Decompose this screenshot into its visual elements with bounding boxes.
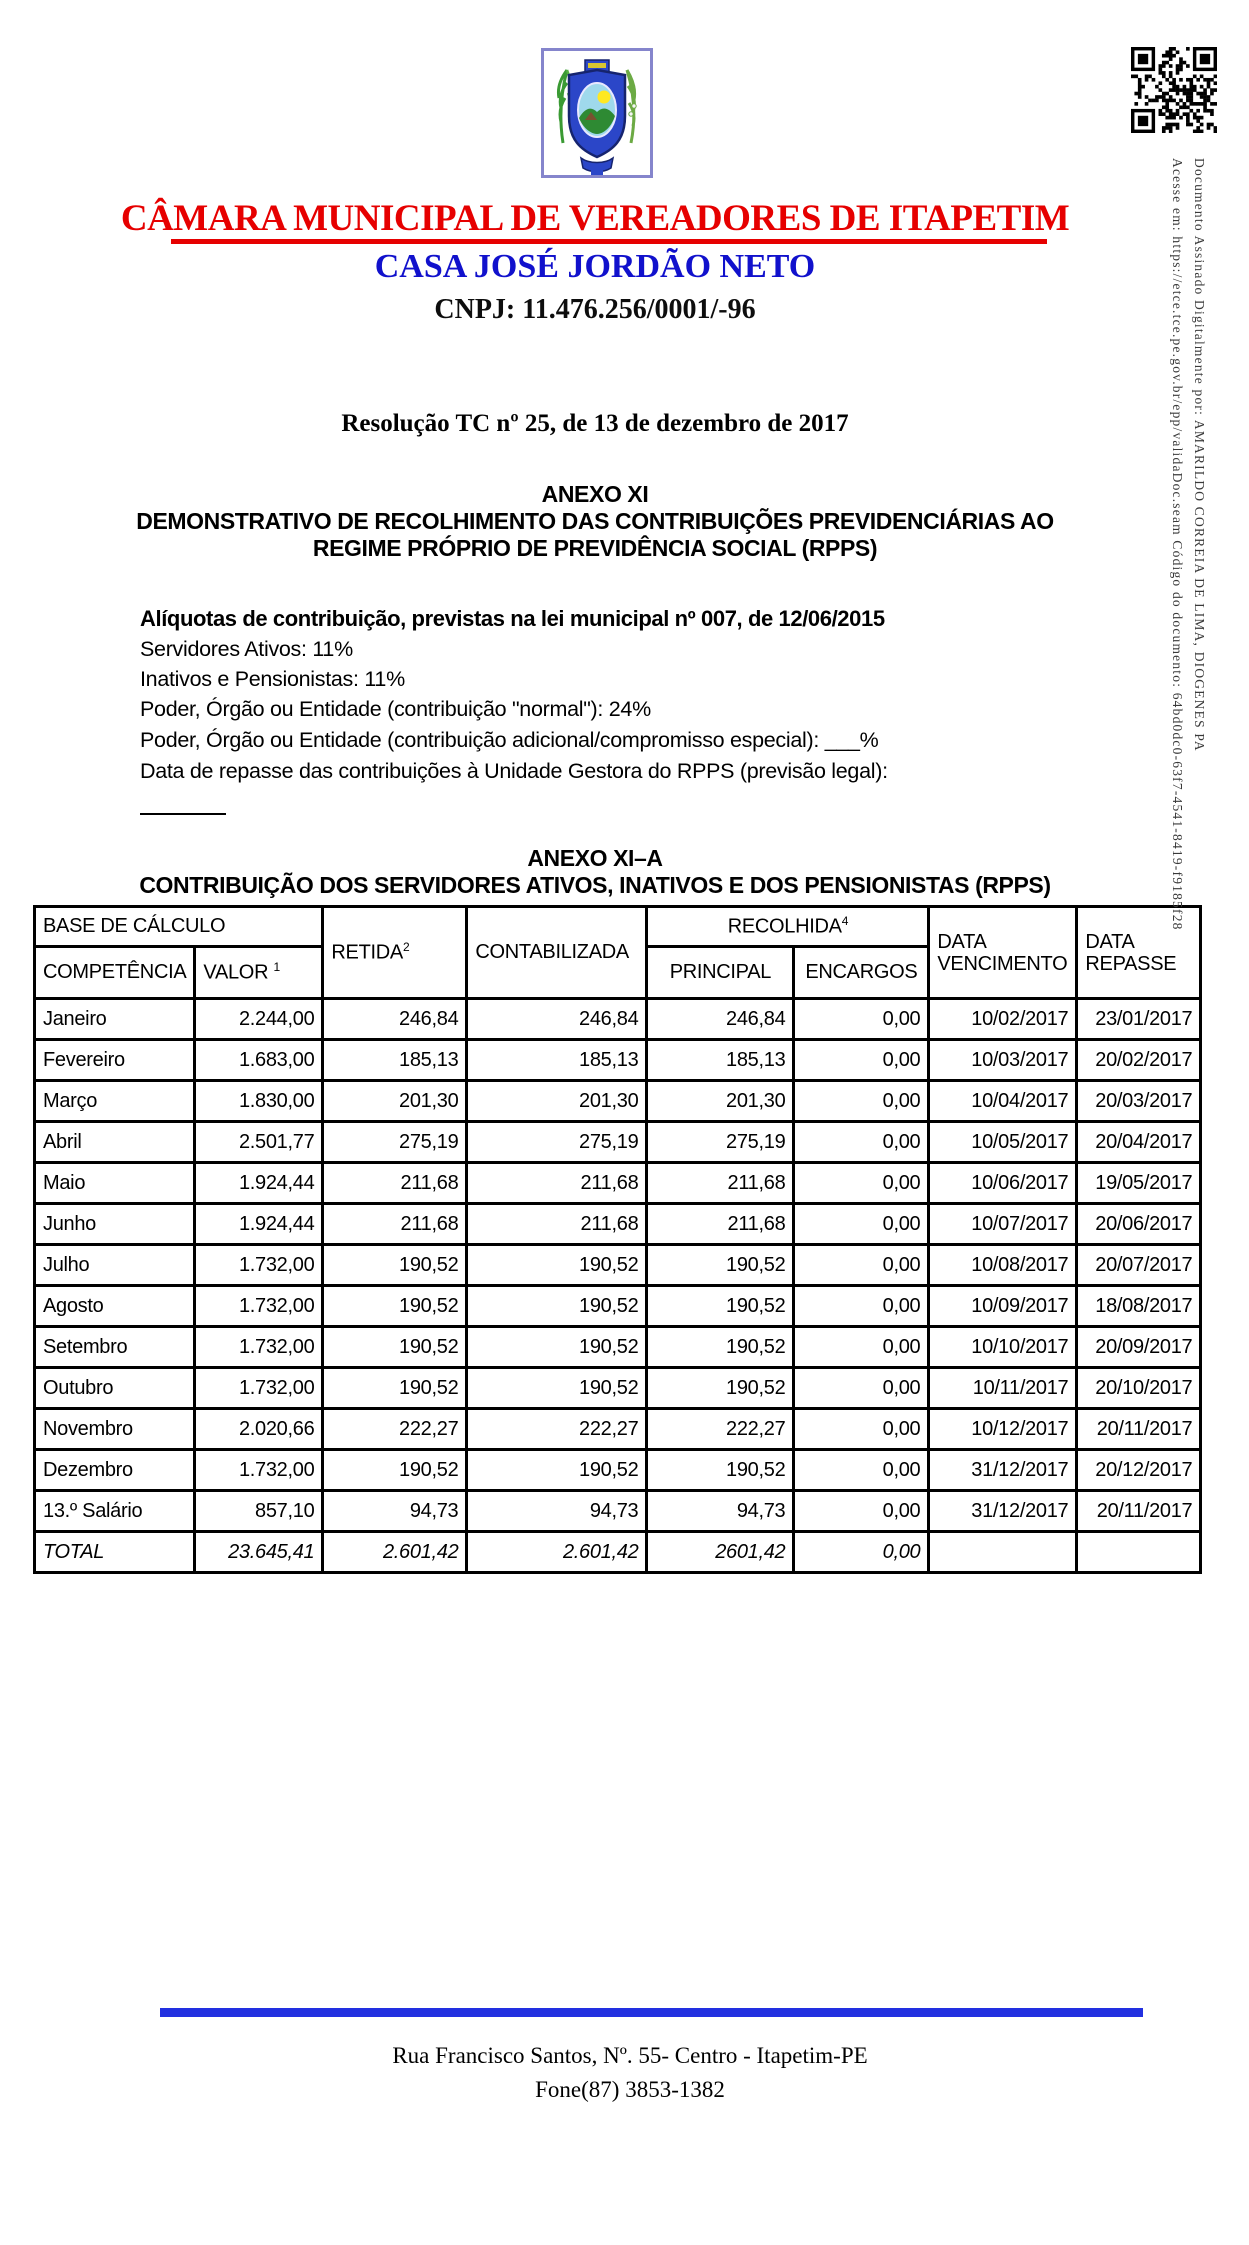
total-valor: 23.645,41 xyxy=(195,1532,323,1573)
table-cell: 201,30 xyxy=(323,1081,467,1122)
header-data-repasse: DATA REPASSE xyxy=(1077,907,1201,999)
table-row xyxy=(35,1204,1201,1245)
footer-rule xyxy=(160,2008,1143,2017)
table-row xyxy=(35,1122,1201,1163)
table-cell: 0,00 xyxy=(794,1163,929,1204)
table-cell: 10/08/2017 xyxy=(929,1245,1077,1286)
municipal-coat-of-arms xyxy=(541,48,653,178)
table-cell: 222,27 xyxy=(323,1409,467,1450)
table-cell: 10/04/2017 xyxy=(929,1081,1077,1122)
table-cell: 190,52 xyxy=(467,1368,647,1409)
aliquota-adicional: Poder, Órgão ou Entidade (contribuição adicional/compromisso especial): ___% xyxy=(140,728,879,752)
aliquotas-heading: Alíquotas de contribuição, previstas na lei municipal nº 007, de 12/06/2015 xyxy=(140,606,885,631)
table-row xyxy=(35,1409,1201,1450)
cnpj-line: CNPJ: 11.476.256/0001/-96 xyxy=(434,294,756,325)
table-cell: Outubro xyxy=(35,1368,195,1409)
table-cell: 190,52 xyxy=(647,1286,794,1327)
table-cell: 201,30 xyxy=(467,1081,647,1122)
table-cell: 20/12/2017 xyxy=(1077,1450,1201,1491)
table-cell: 190,52 xyxy=(323,1327,467,1368)
table-cell: 185,13 xyxy=(467,1040,647,1081)
table-cell: 222,27 xyxy=(467,1409,647,1450)
table-cell: 211,68 xyxy=(467,1204,647,1245)
table-cell: 13.º Salário xyxy=(35,1491,195,1532)
table-cell: Abril xyxy=(35,1122,195,1163)
table-cell: 1.732,00 xyxy=(195,1450,323,1491)
table-cell: 190,52 xyxy=(323,1286,467,1327)
table-row xyxy=(35,999,1201,1040)
table-cell: 190,52 xyxy=(323,1245,467,1286)
header-valor: VALOR $^1$ xyxy=(195,947,323,999)
aliquota-inativos: Inativos e Pensionistas: 11% xyxy=(140,667,405,691)
table-cell: 0,00 xyxy=(794,1040,929,1081)
table-cell: 211,68 xyxy=(647,1163,794,1204)
table-cell: 0,00 xyxy=(794,1081,929,1122)
table-cell: Junho xyxy=(35,1204,195,1245)
table-cell: Fevereiro xyxy=(35,1040,195,1081)
anexo-xia-subtitle: CONTRIBUIÇÃO DOS SERVIDORES ATIVOS, INATIVOS E DOS PENSIONISTAS (RPPS) xyxy=(139,872,1051,898)
table-cell: 857,10 xyxy=(195,1491,323,1532)
table-row xyxy=(35,1245,1201,1286)
table-cell: 94,73 xyxy=(647,1491,794,1532)
table-cell: 20/10/2017 xyxy=(1077,1368,1201,1409)
header-retida: RETIDA$^2$ xyxy=(323,907,467,999)
footer-address: Rua Francisco Santos, Nº. 55- Centro - Itapetim-PE xyxy=(392,2043,868,2068)
table-cell: 10/11/2017 xyxy=(929,1368,1077,1409)
table-cell: Janeiro xyxy=(35,999,195,1040)
table-cell: 0,00 xyxy=(794,1122,929,1163)
table-cell: 211,68 xyxy=(323,1204,467,1245)
table-cell: 190,52 xyxy=(647,1327,794,1368)
table-cell: 246,84 xyxy=(467,999,647,1040)
total-data-vencimento xyxy=(929,1532,1077,1573)
data-repasse-line: Data de repasse das contribuições à Unidade Gestora do RPPS (previsão legal): xyxy=(140,759,888,783)
table-cell: 10/05/2017 xyxy=(929,1122,1077,1163)
title-underline xyxy=(171,239,1047,244)
table-cell: 31/12/2017 xyxy=(929,1450,1077,1491)
table-cell: Setembro xyxy=(35,1327,195,1368)
table-cell: 190,52 xyxy=(323,1450,467,1491)
header-principal: PRINCIPAL xyxy=(647,947,794,999)
header-base-de-calculo: BASE DE CÁLCULO xyxy=(35,907,323,947)
anexo-xia-title: ANEXO XI–A xyxy=(527,845,663,871)
table-cell: 190,52 xyxy=(647,1450,794,1491)
table-cell: Novembro xyxy=(35,1409,195,1450)
table-cell: 1.732,00 xyxy=(195,1286,323,1327)
table-cell: 94,73 xyxy=(323,1491,467,1532)
table-cell: 2.501,77 xyxy=(195,1122,323,1163)
table-cell: 20/03/2017 xyxy=(1077,1081,1201,1122)
table-cell: 10/09/2017 xyxy=(929,1286,1077,1327)
table-cell: 211,68 xyxy=(647,1204,794,1245)
total-contabilizada: 2.601,42 xyxy=(467,1532,647,1573)
table-cell: 190,52 xyxy=(467,1450,647,1491)
table-cell: 275,19 xyxy=(323,1122,467,1163)
anexo-xi-line2: REGIME PRÓPRIO DE PREVIDÊNCIA SOCIAL (RPPS) xyxy=(312,535,878,561)
header-encargos: ENCARGOS xyxy=(794,947,929,999)
digital-signature-sidebar xyxy=(1166,158,1210,2218)
table-cell: 211,68 xyxy=(467,1163,647,1204)
resolution-title: Resolução TC nº 25, de 13 de dezembro de 2017 xyxy=(341,410,849,437)
table-cell: 0,00 xyxy=(794,1286,929,1327)
table-cell: 1.924,44 xyxy=(195,1163,323,1204)
table-cell: 190,52 xyxy=(467,1286,647,1327)
table-cell: 10/02/2017 xyxy=(929,999,1077,1040)
table-cell: Março xyxy=(35,1081,195,1122)
validation-line: Acesse em: https://etce.tce.pe.gov.br/epp/validaDoc.seam Código do documento: 64bd0dc0-63f7-4541-8419-f9185f28 xyxy=(1170,158,1185,931)
table-cell: 1.924,44 xyxy=(195,1204,323,1245)
anexo-xi-line1: DEMONSTRATIVO DE RECOLHIMENTO DAS CONTRIBUIÇÕES PREVIDENCIÁRIAS AO xyxy=(136,508,1054,534)
table-cell: 246,84 xyxy=(323,999,467,1040)
table-cell: 10/06/2017 xyxy=(929,1163,1077,1204)
table-cell: 10/07/2017 xyxy=(929,1204,1077,1245)
table-cell: 0,00 xyxy=(794,1327,929,1368)
table-cell: 0,00 xyxy=(794,1491,929,1532)
table-cell: 10/03/2017 xyxy=(929,1040,1077,1081)
table-cell: 275,19 xyxy=(647,1122,794,1163)
table-cell: 185,13 xyxy=(323,1040,467,1081)
total-label: TOTAL xyxy=(35,1532,195,1573)
table-cell: 0,00 xyxy=(794,1450,929,1491)
table-cell: 23/01/2017 xyxy=(1077,999,1201,1040)
table-cell: Dezembro xyxy=(35,1450,195,1491)
table-cell: 10/10/2017 xyxy=(929,1327,1077,1368)
table-cell: 190,52 xyxy=(467,1245,647,1286)
table-cell: 10/12/2017 xyxy=(929,1409,1077,1450)
qr-code xyxy=(1131,47,1217,133)
table-cell: 1.732,00 xyxy=(195,1327,323,1368)
table-cell: 0,00 xyxy=(794,1204,929,1245)
blank-fill-line xyxy=(140,813,226,815)
header-recolhida: RECOLHIDA$^4$ xyxy=(647,907,929,947)
table-cell: 1.732,00 xyxy=(195,1368,323,1409)
header-data-vencimento: DATA VENCIMENTO xyxy=(929,907,1077,999)
table-row xyxy=(35,1040,1201,1081)
header-competencia: COMPETÊNCIA xyxy=(35,947,195,999)
table-cell: 20/04/2017 xyxy=(1077,1122,1201,1163)
aliquota-servidores-ativos: Servidores Ativos: 11% xyxy=(140,637,353,661)
table-cell: 222,27 xyxy=(647,1409,794,1450)
table-cell: Julho xyxy=(35,1245,195,1286)
total-principal: 2601,42 xyxy=(647,1532,794,1573)
table-cell: 31/12/2017 xyxy=(929,1491,1077,1532)
table-cell: 0,00 xyxy=(794,1245,929,1286)
signature-line: Documento Assinado Digitalmente por: AMARILDO CORREIA DE LIMA, DIOGENES PA xyxy=(1192,158,1207,752)
table-cell: 201,30 xyxy=(647,1081,794,1122)
page-subtitle: CASA JOSÉ JORDÃO NETO xyxy=(374,248,816,285)
table-row xyxy=(35,1081,1201,1122)
table-cell: 2.020,66 xyxy=(195,1409,323,1450)
aliquota-normal: Poder, Órgão ou Entidade (contribuição "normal"): 24% xyxy=(140,697,651,721)
table-cell: 190,52 xyxy=(647,1245,794,1286)
table-cell: 1.683,00 xyxy=(195,1040,323,1081)
page-title: CÂMARA MUNICIPAL DE VEREADORES DE ITAPETIM xyxy=(120,198,1070,239)
table-cell: 0,00 xyxy=(794,1409,929,1450)
table-cell: 1.830,00 xyxy=(195,1081,323,1122)
table-cell: 20/07/2017 xyxy=(1077,1245,1201,1286)
total-retida: 2.601,42 xyxy=(323,1532,467,1573)
table-cell: 190,52 xyxy=(467,1327,647,1368)
table-cell: 275,19 xyxy=(467,1122,647,1163)
table-row xyxy=(35,1368,1201,1409)
table-cell: 0,00 xyxy=(794,1368,929,1409)
table-cell: Maio xyxy=(35,1163,195,1204)
table-cell: 20/06/2017 xyxy=(1077,1204,1201,1245)
table-cell: Agosto xyxy=(35,1286,195,1327)
table-row xyxy=(35,1286,1201,1327)
table-cell: 190,52 xyxy=(647,1368,794,1409)
table-total-row xyxy=(35,1532,1201,1573)
table-cell: 246,84 xyxy=(647,999,794,1040)
table-cell: 190,52 xyxy=(323,1368,467,1409)
footer-phone: Fone(87) 3853-1382 xyxy=(535,2077,725,2102)
table-row xyxy=(35,1450,1201,1491)
table-cell: 20/09/2017 xyxy=(1077,1327,1201,1368)
total-encargos: 0,00 xyxy=(794,1532,929,1573)
contributions-table xyxy=(33,905,1202,1574)
table-cell: 20/11/2017 xyxy=(1077,1409,1201,1450)
table-cell: 20/02/2017 xyxy=(1077,1040,1201,1081)
table-cell: 0,00 xyxy=(794,999,929,1040)
table-row xyxy=(35,1327,1201,1368)
table-cell: 19/05/2017 xyxy=(1077,1163,1201,1204)
table-cell: 20/11/2017 xyxy=(1077,1491,1201,1532)
table-cell: 2.244,00 xyxy=(195,999,323,1040)
table-cell: 94,73 xyxy=(467,1491,647,1532)
table-cell: 1.732,00 xyxy=(195,1245,323,1286)
table-cell: 211,68 xyxy=(323,1163,467,1204)
anexo-xi-title: ANEXO XI xyxy=(541,481,649,507)
table-cell: 185,13 xyxy=(647,1040,794,1081)
table-row xyxy=(35,1491,1201,1532)
table-cell: 18/08/2017 xyxy=(1077,1286,1201,1327)
header-contabilizada: CONTABILIZADA xyxy=(467,907,647,999)
table-row xyxy=(35,1163,1201,1204)
